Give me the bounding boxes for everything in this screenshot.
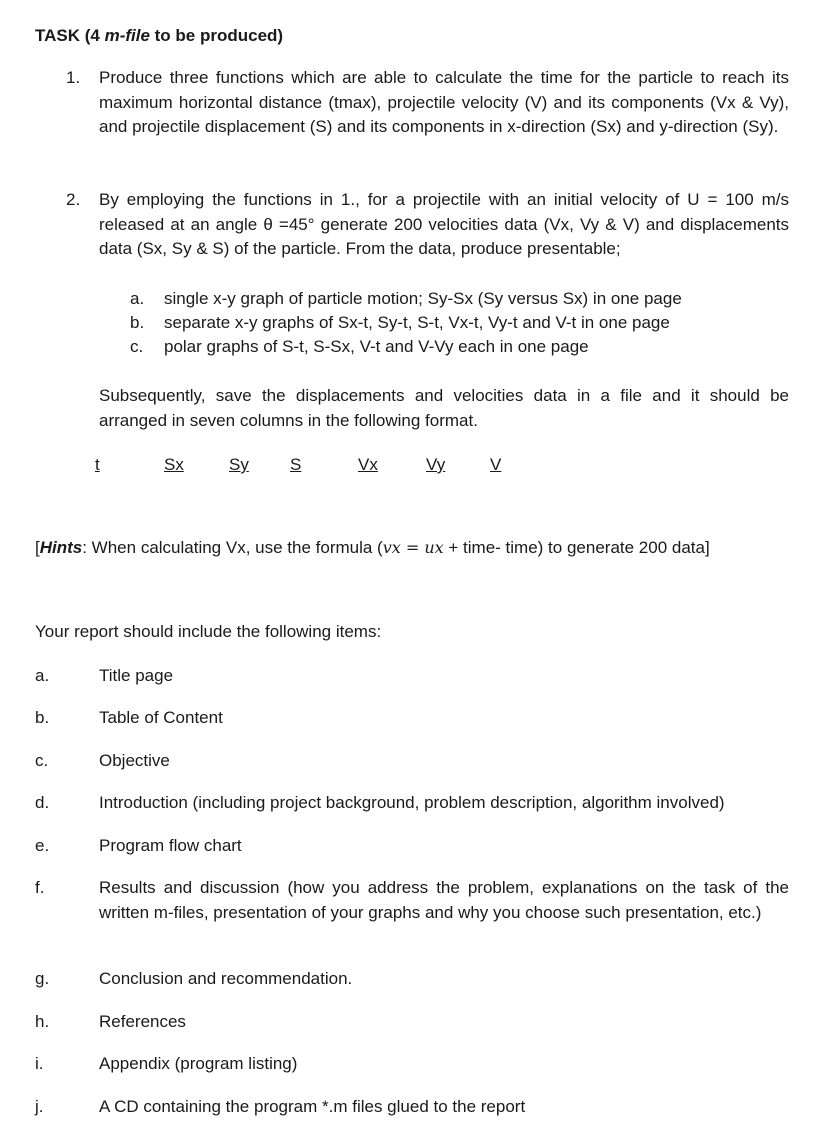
report-item-label: g.: [35, 969, 50, 988]
subitem-text: separate x-y graphs of Sx-t, Sy-t, S-t, Vx-t, Vy-t and V-t in one page: [164, 313, 670, 332]
column-header-sx: Sx: [164, 455, 184, 474]
subitem-text: polar graphs of S-t, S-Sx, V-t and V-Vy each in one page: [164, 337, 589, 356]
report-intro: Your report should include the following items:: [35, 622, 382, 641]
report-item-text: Introduction (including project background, problem description, algorithm involved): [99, 793, 725, 812]
report-item-text: A CD containing the program *.m files glued to the report: [99, 1097, 526, 1116]
subitem-text: single x-y graph of particle motion; Sy-Sx (Sy versus Sx) in one page: [164, 289, 682, 308]
report-item-label: b.: [35, 708, 50, 727]
report-item-label: i.: [35, 1054, 44, 1073]
column-header-sy: Sy: [229, 455, 249, 474]
task-title: TASK (4 m-file to be produced): [35, 26, 284, 45]
report-item-text: Objective: [99, 751, 170, 770]
column-header-v: V: [490, 455, 502, 474]
task-2-text: By employing the functions in 1., for a projectile with an initial velocity of U = 100 m/s released at an angle θ =45° generate 200 velocities data (Vx, Vy & V) and displacements data (Sx, Sy & S) of the particle. From the data, produce presentable;: [99, 190, 789, 258]
report-item-text: Table of Content: [99, 708, 223, 727]
report-item-label: e.: [35, 836, 50, 855]
save-instructions: Subsequently, save the displacements and velocities data in a file and it should be arranged in seven columns in the following format.: [99, 386, 789, 430]
report-item-label: j.: [35, 1097, 44, 1116]
task-1-number: 1.: [66, 68, 81, 87]
report-item-text: Title page: [99, 666, 174, 685]
report-item-label: c.: [35, 751, 49, 770]
task-2-number: 2.: [66, 190, 81, 209]
subitem-label: c.: [130, 337, 144, 356]
report-item-label: d.: [35, 793, 50, 812]
report-item-text: Program flow chart: [99, 836, 242, 855]
hints-note: [Hints: When calculating Vx, use the formula (vx = ux + time- time) to generate 200 data]: [35, 538, 710, 557]
report-item-text: Results and discussion (how you address the problem, explanations on the task of the written m-files, presentation of your graphs and why you choose such presentation, etc.): [99, 878, 789, 922]
formula: vx = ux: [382, 538, 444, 557]
report-item-text: Conclusion and recommendation.: [99, 969, 353, 988]
column-header-t: t: [95, 455, 100, 474]
report-item-text: Appendix (program listing): [99, 1054, 298, 1073]
column-header-vx: Vx: [358, 455, 378, 474]
subitem-label: b.: [130, 313, 145, 332]
report-item-label: h.: [35, 1012, 50, 1031]
column-header-vy: Vy: [426, 455, 446, 474]
column-header-s: S: [290, 455, 302, 474]
task-1-text: Produce three functions which are able to calculate the time for the particle to reach its maximum horizontal distance (tmax), projectile velocity (V) and its components (Vx & Vy), and projectile displacement (S) and its components in x-direction (Sx) and y-direction (Sy).: [99, 68, 789, 136]
report-item-label: f.: [35, 878, 45, 897]
report-item-text: References: [99, 1012, 186, 1031]
report-item-label: a.: [35, 666, 50, 685]
subitem-label: a.: [130, 289, 145, 308]
hints-label: Hints: [39, 538, 83, 557]
